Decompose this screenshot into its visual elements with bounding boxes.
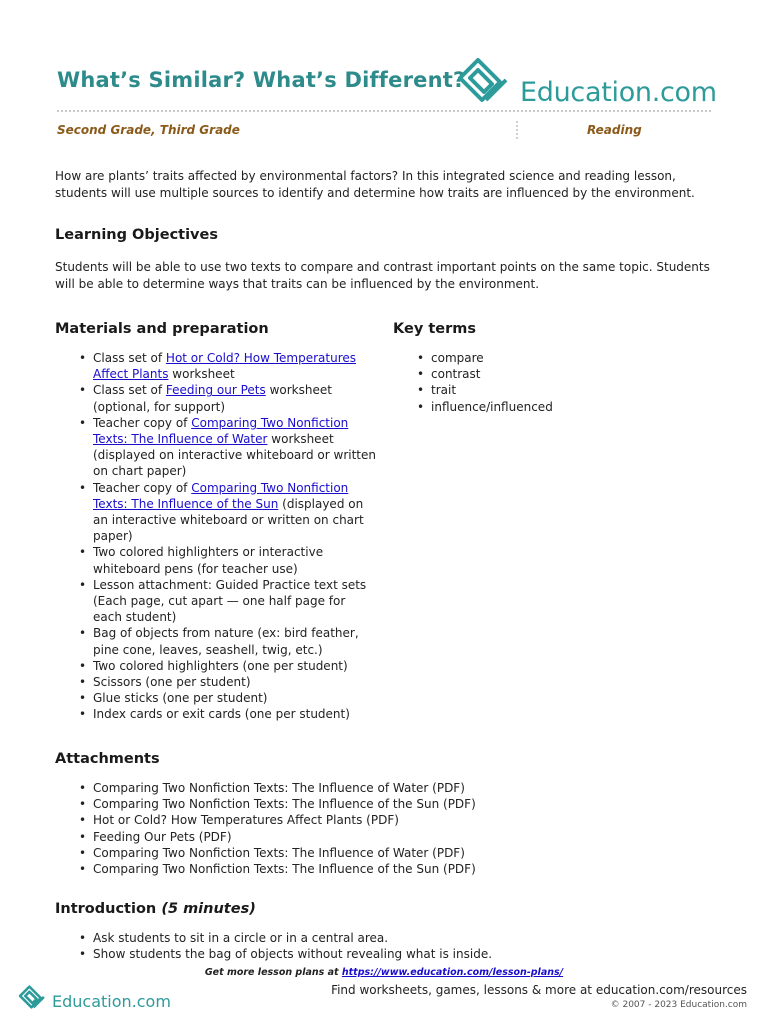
grade-levels: Second Grade, Third Grade — [57, 123, 240, 137]
material-text-suffix: (displayed on an interactive whiteboard or written on chart paper) — [93, 496, 364, 544]
materials-list — [93, 350, 378, 723]
introduction-heading-text: Introduction — [55, 901, 157, 917]
key-terms-heading: Key terms — [393, 321, 476, 337]
education-logo[interactable] — [456, 56, 717, 108]
material-text: Bag of objects from nature (ex: bird feather, pine cone, leaves, seashell, twig, etc.) — [93, 626, 359, 657]
material-text: Scissors (one per student) — [93, 675, 251, 690]
list-item — [93, 350, 378, 382]
list-item: • Feeding Our Pets (PDF) — [93, 829, 693, 845]
learning-objectives-text: Students will be able to use two texts to compare and contrast important points on the same topic. Students will be able to determine ways that traits can be influenced by the environment. — [55, 260, 710, 291]
list-item — [93, 706, 378, 722]
list-item — [93, 690, 378, 706]
material-text: Teacher copy of — [93, 415, 192, 430]
footer-copyright: © 2007 - 2023 Education.com — [610, 1000, 747, 1010]
list-item: • Ask students to sit in a circle or in a central area. — [93, 930, 693, 946]
list-item: • Comparing Two Nonfiction Texts: The Influence of Water (PDF) — [93, 780, 693, 796]
material-text-suffix: worksheet (displayed on interactive whiteboard or written on chart paper) — [93, 432, 376, 479]
attachments-heading: Attachments — [55, 751, 160, 767]
key-terms-list — [431, 350, 711, 415]
materials-heading: Materials and preparation — [55, 321, 269, 337]
list-item: • influence/influenced — [431, 399, 711, 415]
attachments-list — [93, 780, 693, 877]
introduction-duration: (5 minutes) — [161, 901, 256, 917]
footer-promo-text: Get more lesson plans at — [204, 967, 342, 978]
learning-objectives-heading: Learning Objectives — [55, 227, 218, 243]
header-divider — [57, 110, 711, 112]
list-item: • Comparing Two Nonfiction Texts: The Influence of the Sun (PDF) — [93, 796, 693, 812]
list-item: • Show students the bag of objects without revealing what is inside. — [93, 946, 693, 962]
footer-promo-link[interactable]: https://www.education.com/lesson-plans/ — [341, 967, 564, 978]
education-logo-icon — [456, 56, 514, 108]
material-text: Class set of — [93, 383, 166, 398]
footer-logo-text: Education.com — [52, 991, 171, 1011]
material-text-suffix: worksheet — [168, 367, 235, 382]
list-item — [93, 625, 378, 657]
list-item: • Comparing Two Nonfiction Texts: The Influence of the Sun (PDF) — [93, 861, 693, 877]
meta-separator — [516, 121, 518, 139]
logo-text: Education.com — [520, 76, 717, 108]
material-link[interactable]: Comparing Two Nonfiction Texts: The Influence of Water — [93, 415, 349, 447]
list-item — [93, 415, 378, 480]
material-text: Class set of — [93, 351, 166, 365]
list-item: • compare — [431, 350, 711, 366]
list-item: • Comparing Two Nonfiction Texts: The Influence of Water (PDF) — [93, 845, 693, 861]
footer-logo-icon — [18, 984, 48, 1012]
list-item: • contrast — [431, 366, 711, 382]
list-item — [93, 674, 378, 690]
list-item — [93, 577, 378, 626]
material-text: Two colored highlighters (one per student) — [93, 658, 348, 673]
introduction-list — [93, 930, 693, 962]
material-link[interactable]: Feeding our Pets — [165, 383, 266, 398]
page-title: What’s Similar? What’s Different? — [57, 68, 466, 92]
list-item: • Hot or Cold? How Temperatures Affect Plants (PDF) — [93, 812, 693, 828]
list-item — [93, 544, 378, 576]
material-text: Teacher copy of — [93, 480, 192, 495]
list-item — [93, 382, 378, 414]
material-text: Glue sticks (one per student) — [93, 691, 268, 706]
list-item: • trait — [431, 382, 711, 398]
material-text: Index cards or exit cards (one per student) — [93, 707, 350, 722]
introduction-heading — [55, 901, 256, 917]
intro-paragraph: How are plants’ traits affected by environmental factors? In this integrated science and reading lesson, students will use multiple sources to identify and determine how traits are influenced by the environment. — [55, 169, 695, 200]
material-text: Two colored highlighters or interactive whiteboard pens (for teacher use) — [93, 545, 324, 576]
material-link[interactable]: Hot or Cold? How Temperatures Affect Plants — [93, 351, 357, 382]
material-text: Lesson attachment: Guided Practice text sets (Each page, cut apart — one half page for each student) — [93, 577, 367, 625]
material-text-suffix: worksheet (optional, for support) — [93, 383, 332, 414]
footer-promo — [0, 967, 768, 978]
list-item — [93, 480, 378, 545]
material-link[interactable]: Comparing Two Nonfiction Texts: The Influence of the Sun — [93, 480, 349, 511]
footer-find-text: Find worksheets, games, lessons & more at education.com/resources — [331, 983, 747, 997]
list-item — [93, 658, 378, 674]
footer-logo[interactable] — [18, 984, 171, 1012]
subject-label: Reading — [587, 123, 642, 137]
